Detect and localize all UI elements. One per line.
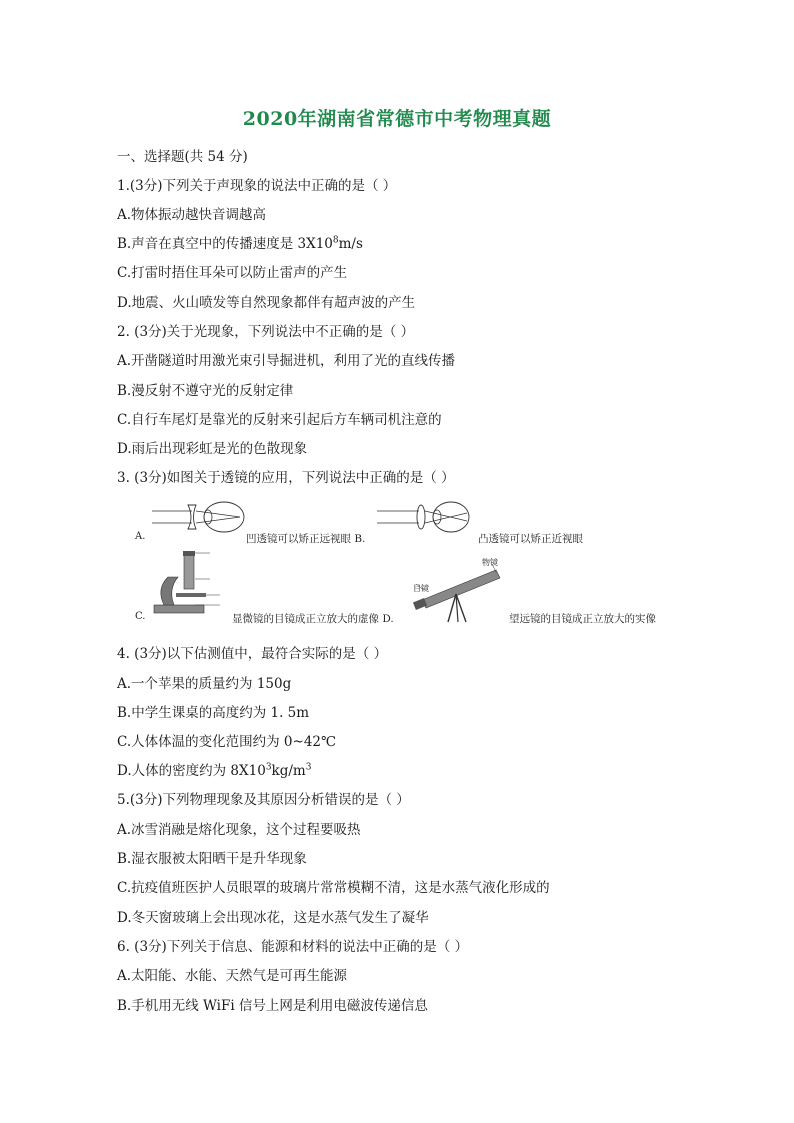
q3-label-a: A. bbox=[135, 531, 146, 542]
q4-option-d-unit: kg/m bbox=[271, 763, 306, 779]
q4-option-d-text: D.人体的密度约为 8X10 bbox=[117, 763, 266, 779]
q1-option-b-unit: m/s bbox=[338, 236, 363, 252]
q3-fig-eyepiece-label: 目镜 bbox=[413, 584, 429, 593]
q2-option-b: B.漫反射不遵守光的反射定律 bbox=[117, 383, 294, 399]
concave-lens-eye-figure bbox=[150, 499, 250, 539]
q2-option-a: A.开凿隧道时用激光束引导掘进机，利用了光的直线传播 bbox=[117, 353, 456, 369]
q6-option-a: A.太阳能、水能、天然气是可再生能源 bbox=[117, 968, 348, 984]
q5-option-d: D.冬天窗玻璃上会出现冰花，这是水蒸气发生了凝华 bbox=[117, 910, 429, 926]
q3-caption-d: 望远镜的目镜成正立放大的实像 bbox=[509, 613, 656, 625]
q1-option-b bbox=[117, 235, 363, 253]
q6-option-b: B.手机用无线 WiFi 信号上网是利用电磁波传递信息 bbox=[117, 998, 428, 1014]
q4-option-d-unit-exponent: 3 bbox=[305, 762, 312, 773]
q3-caption-b: 凸透镜可以矫正近视眼 bbox=[478, 533, 583, 545]
q5-option-b: B.湿衣服被太阳晒干是升华现象 bbox=[117, 851, 307, 867]
section-heading: 一、选择题(共 54 分) bbox=[117, 149, 248, 165]
q3-stem: 3. (3分)如图关于透镜的应用，下列说法中正确的是（ ） bbox=[117, 470, 455, 486]
q5-option-c: C.抗疫值班医护人员眼罩的玻璃片常常模糊不清，这是水蒸气液化形成的 bbox=[117, 880, 550, 896]
q2-stem: 2. (3分)关于光现象，下列说法中不正确的是（ ） bbox=[117, 324, 415, 340]
microscope-figure bbox=[150, 549, 232, 615]
q4-option-c: C.人体体温的变化范围约为 0~42℃ bbox=[117, 734, 337, 750]
q2-option-d: D.雨后出现彩虹是光的色散现象 bbox=[117, 441, 308, 457]
q1-option-a: A.物体振动越快音调越高 bbox=[117, 207, 267, 223]
q3-caption-c: 显微镜的目镜成正立放大的虚像 D. bbox=[232, 613, 394, 625]
q3-label-c: C. bbox=[135, 611, 146, 622]
q4-option-a: A.一个苹果的质量约为 150g bbox=[117, 676, 292, 692]
page-title: 2020年湖南省常德市中考物理真题 bbox=[242, 108, 552, 130]
convex-lens-eye-figure bbox=[375, 499, 475, 539]
q4-option-b: B.中学生课桌的高度约为 1. 5m bbox=[117, 705, 310, 721]
q1-stem: 1.(3分)下列关于声现象的说法中正确的是（ ） bbox=[117, 178, 397, 194]
q1-option-b-exponent: 8 bbox=[332, 235, 339, 246]
q1-option-d: D.地震、火山喷发等自然现象都伴有超声波的产生 bbox=[117, 295, 416, 311]
q5-option-a: A.冰雪消融是熔化现象，这个过程要吸热 bbox=[117, 822, 361, 838]
q6-stem: 6. (3分)下列关于信息、能源和材料的说法中正确的是（ ） bbox=[117, 939, 469, 955]
q1-option-b-text: B.声音在真空中的传播速度是 3X10 bbox=[117, 236, 333, 252]
q4-option-d-exponent: 3 bbox=[265, 762, 272, 773]
q5-stem: 5.(3分)下列物理现象及其原因分析错误的是（ ） bbox=[117, 792, 410, 808]
q3-fig-objective-label: 物镜 bbox=[482, 558, 498, 567]
q4-option-d bbox=[117, 762, 311, 780]
q2-option-c: C.自行车尾灯是靠光的反射来引起后方车辆司机注意的 bbox=[117, 412, 442, 428]
q4-stem: 4. (3分)以下估测值中，最符合实际的是（ ） bbox=[117, 646, 388, 662]
q1-option-c: C.打雷时捂住耳朵可以防止雷声的产生 bbox=[117, 265, 348, 281]
q3-caption-a: 凹透镜可以矫正远视眼 B. bbox=[246, 533, 366, 545]
